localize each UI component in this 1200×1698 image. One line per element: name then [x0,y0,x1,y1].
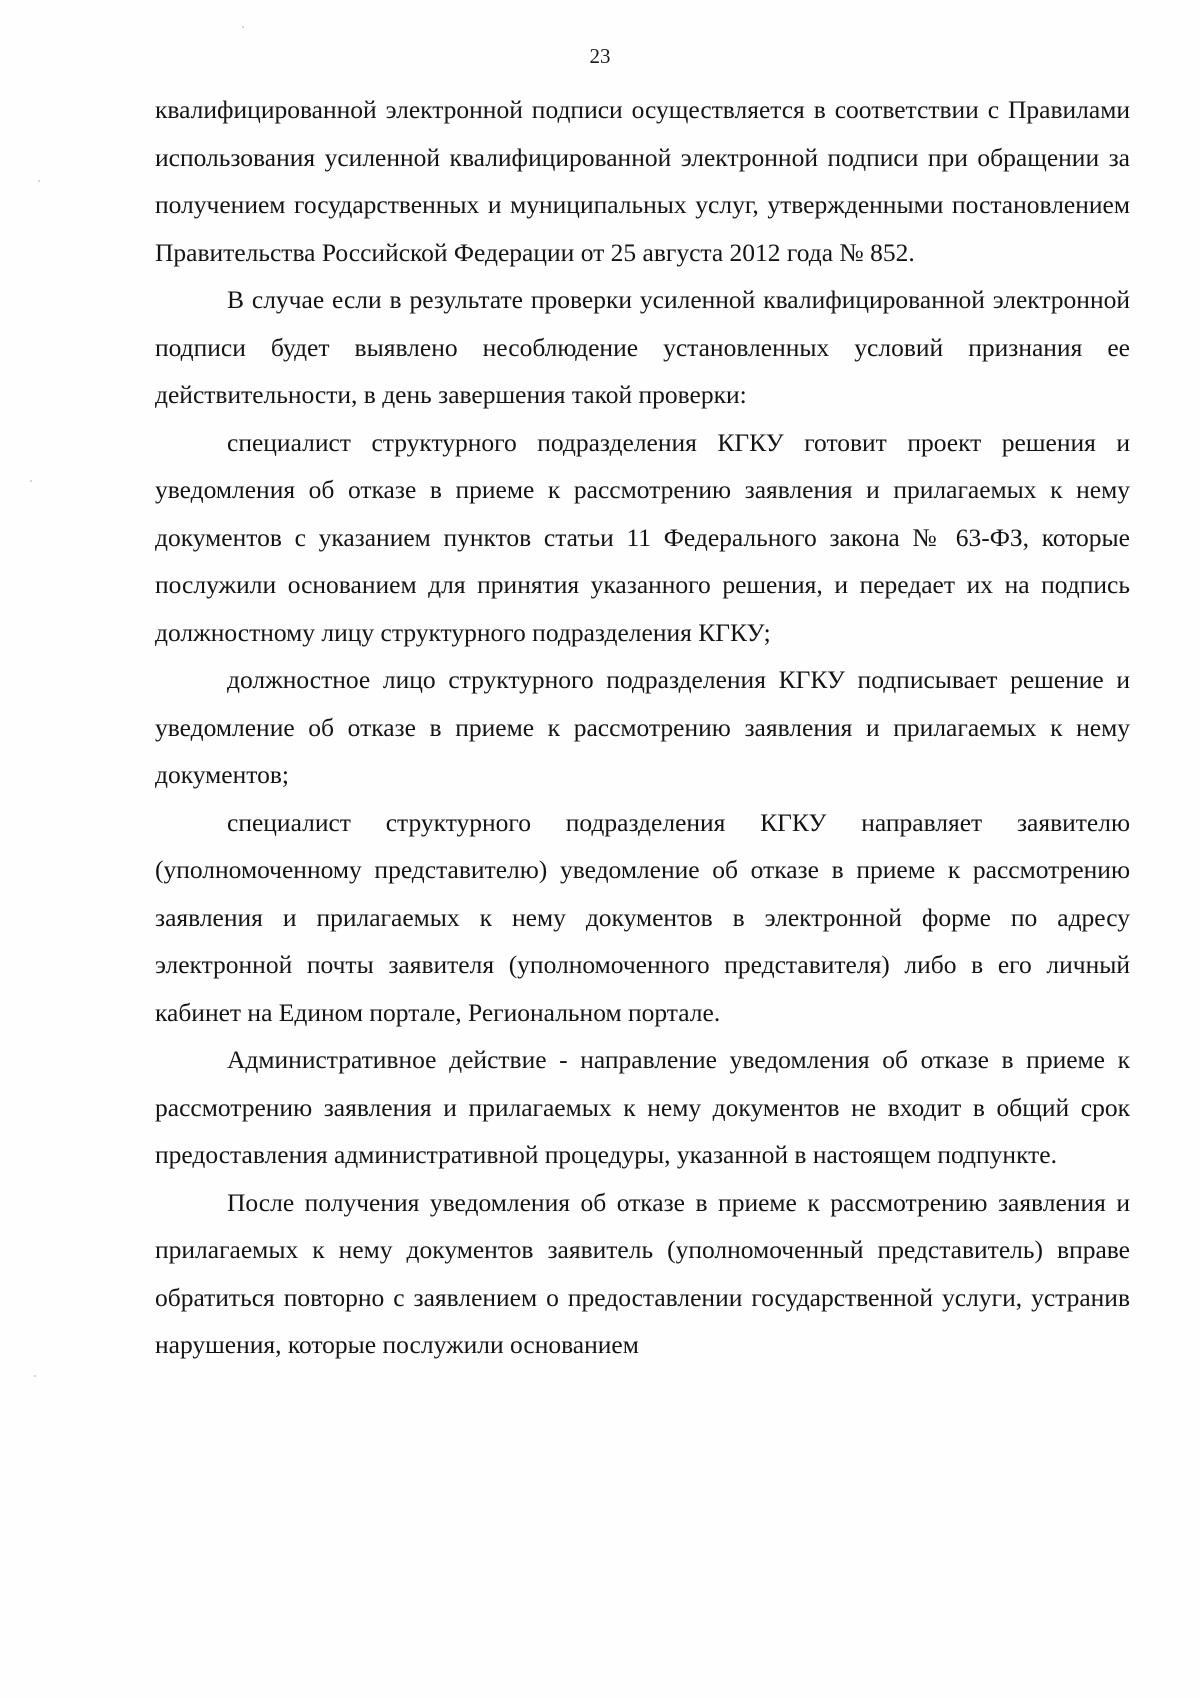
scan-artifact [242,26,244,28]
paragraph-specialist-sends-notice: специалист структурного подразделения КГКУ направляет заявителю (уполномоченному представителю) уведомление об отказе в приеме к рассмотрению заявления и прилагаемых к нему документов в электронной форме по адресу электронной почты заявителя (уполномоченного представителя) либо в его личный кабинет на Едином портале, Региональном портале. [155,807,1130,1027]
scan-artifact [34,1375,36,1377]
paragraph-signature-check-failure: В случае если в результате проверки усиленной квалифицированной электронной подписи будет выявлено несоблюдение установленных условий признания ее действительности, в день завершения такой проверки: [155,285,1130,409]
paragraph-continuation: квалифицированной электронной подписи осуществляется в соответствии с Правилами использования усиленной квалифицированной электронной подписи при обращении за получением государственных и муниципальных услуг, утвержденными постановлением Правительства Российской Федерации от 25 августа 2012 года № 852. [155,95,1130,267]
paragraph-specialist-prepares-decision: специалист структурного подразделения КГКУ готовит проект решения и уведомления об отказе в приеме к рассмотрению заявления и прилагаемых к нему документов с указанием пунктов статьи 11 Федерального закона № 63-ФЗ, которые послужили основанием для принятия указанного решения, и передает их на подпись должностному лицу структурного подразделения КГКУ; [155,427,1130,647]
document-body [155,86,1130,1369]
scan-artifact [30,480,32,482]
paragraph-repeat-application: После получения уведомления об отказе в приеме к рассмотрению заявления и прилагаемых к нему документов заявитель (уполномоченный представитель) вправе обратиться повторно с заявлением о предоставлении государственной услуги, устранив нарушения, которые послужили основанием [155,1187,1130,1359]
scan-artifact [38,180,40,182]
paragraph-official-signs-decision: должностное лицо структурного подразделения КГКУ подписывает решение и уведомление об отказе в приеме к рассмотрению заявления и прилагаемых к нему документов; [155,665,1130,789]
paragraph-administrative-action: Административное действие - направление уведомления об отказе в приеме к рассмотрению заявления и прилагаемых к нему документов не входит в общий срок предоставления административной процедуры, указанной в настоящем подпункте. [155,1045,1130,1169]
page-number: 23 [589,44,611,68]
